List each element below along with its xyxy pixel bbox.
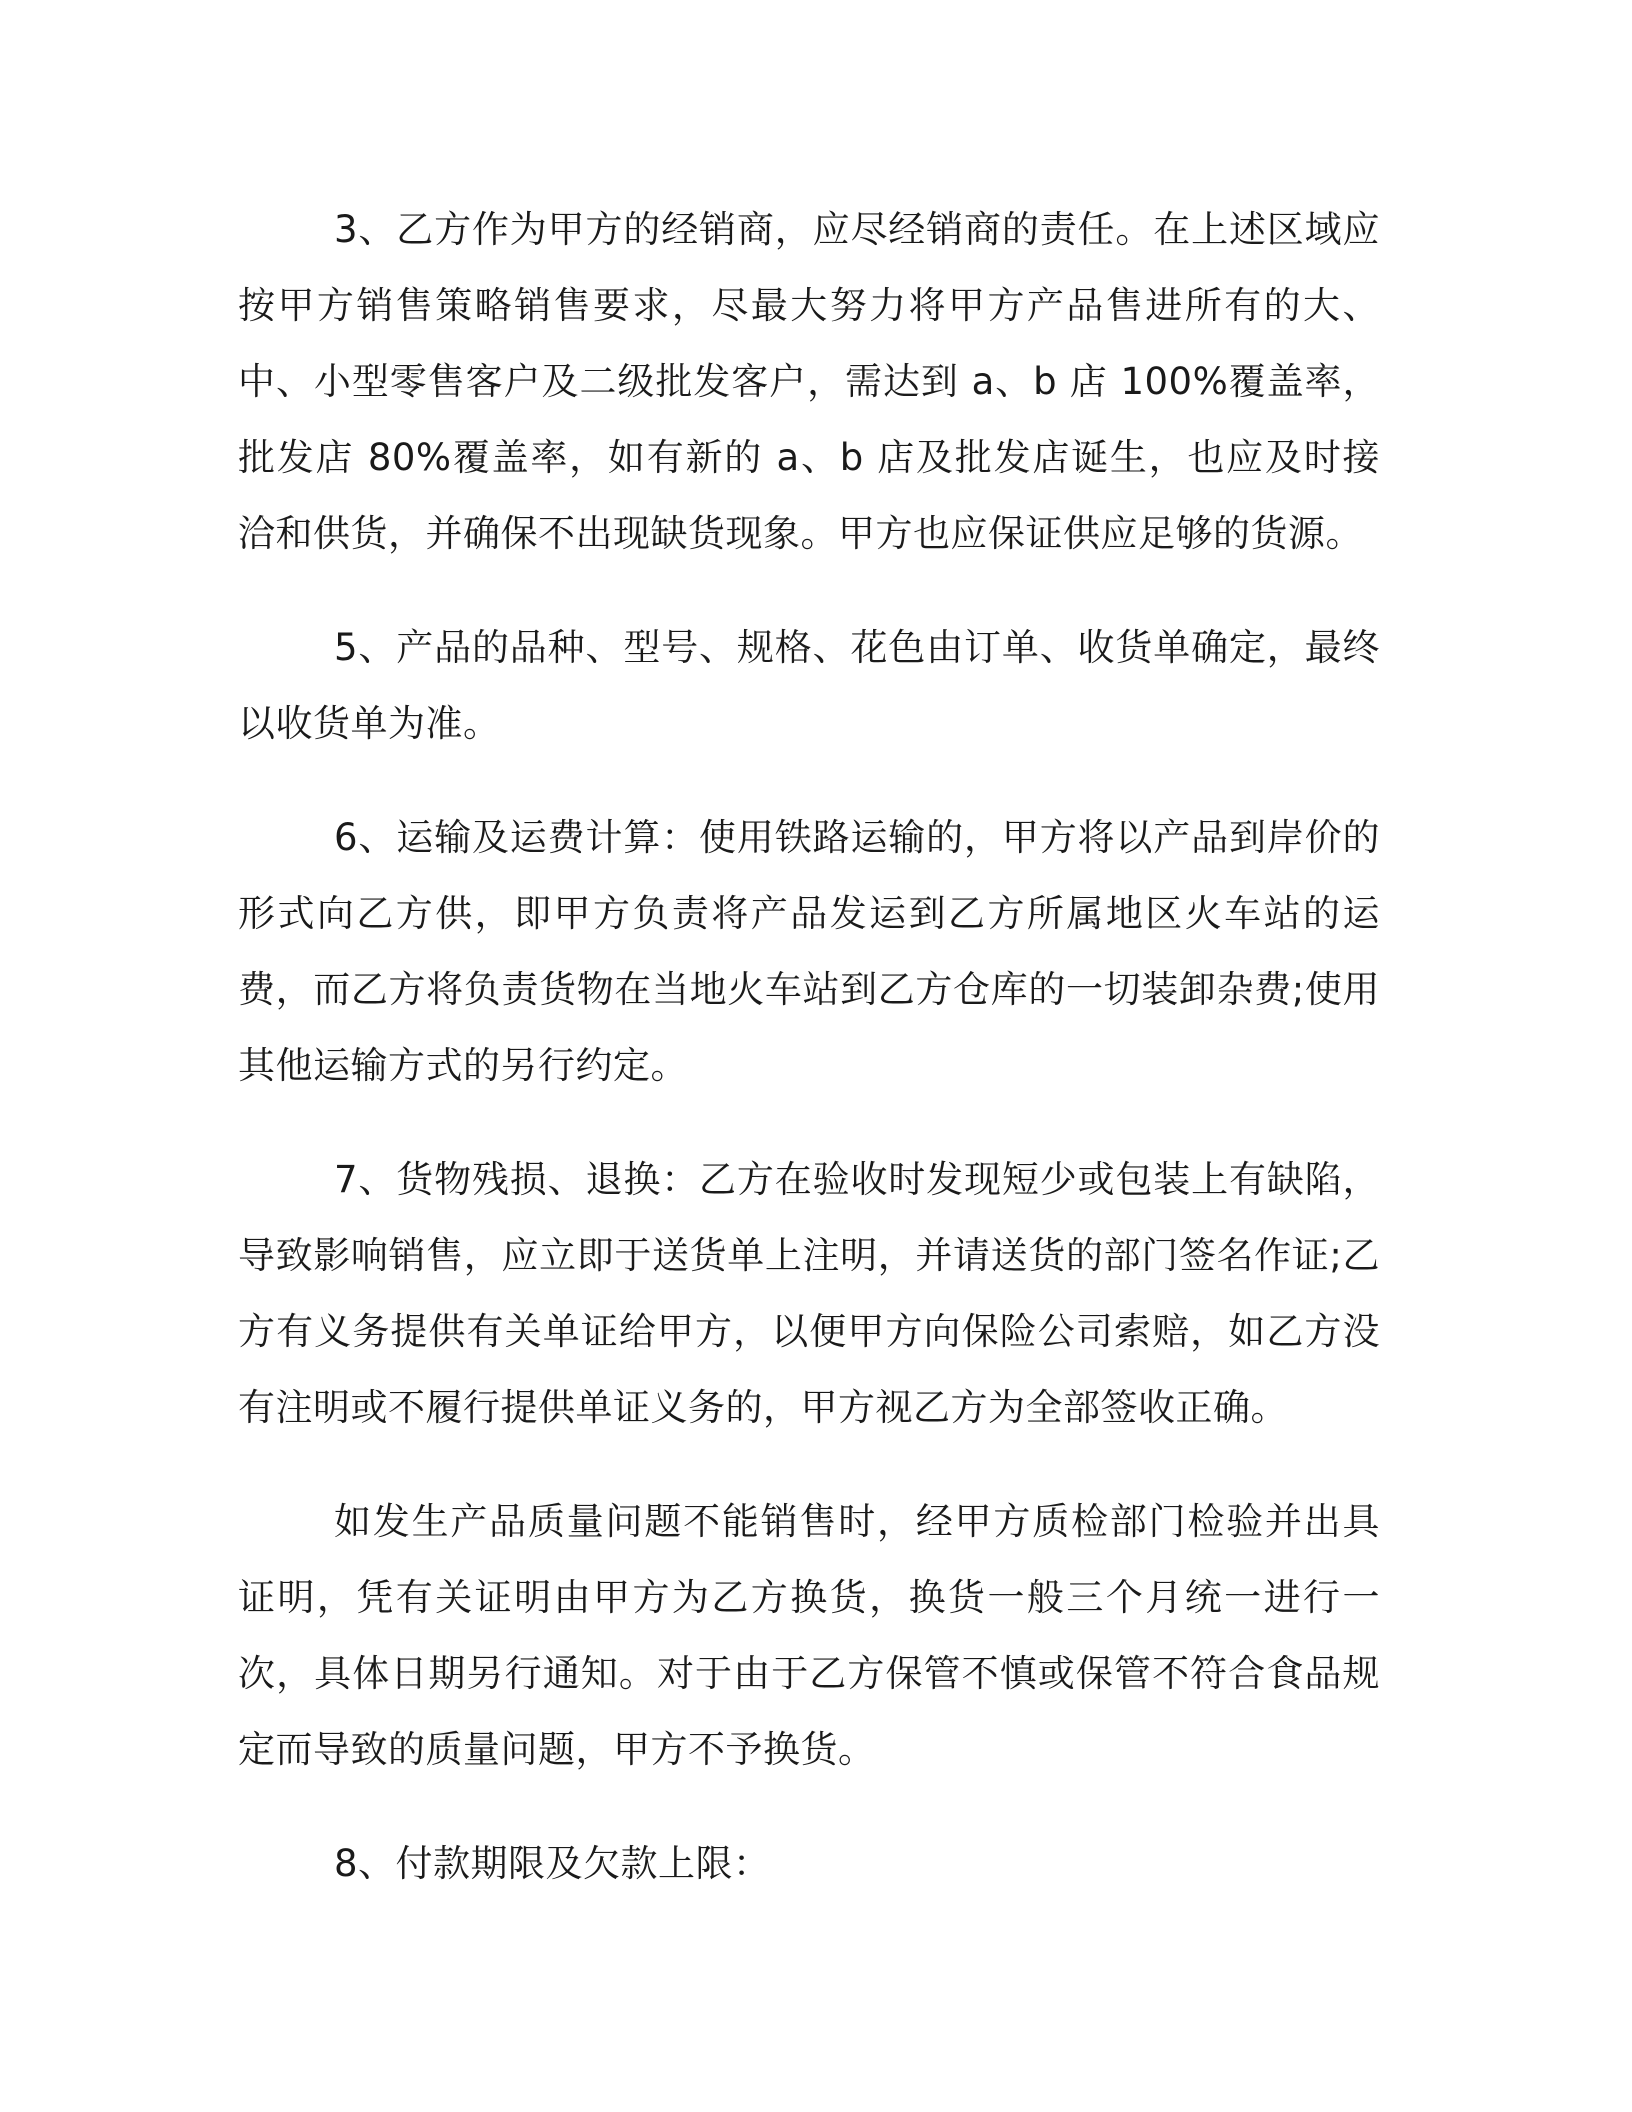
paragraph-clause-7: 7、货物残损、退换：乙方在验收时发现短少或包装上有缺陷，导致影响销售，应立即于送货单上注明，并请送货的部门签名作证;乙方有义务提供有关单证给甲方，以便甲方向保险公司索赔，如乙方没有注明或不履行提供单证义务的，甲方视乙方为全部签收正确。 bbox=[238, 1158, 1380, 1429]
paragraph-quality-exchange: 如发生产品质量问题不能销售时，经甲方质检部门检验并出具证明，凭有关证明由甲方为乙方换货，换货一般三个月统一进行一次，具体日期另行通知。对于由于乙方保管不慎或保管不符合食品规定而导致的质量问题，甲方不予换货。 bbox=[238, 1500, 1380, 1771]
paragraph-clause-5: 5、产品的品种、型号、规格、花色由订单、收货单确定，最终以收货单为准。 bbox=[238, 626, 1380, 745]
paragraph-clause-3: 3、乙方作为甲方的经销商，应尽经销商的责任。在上述区域应按甲方销售策略销售要求，尽最大努力将甲方产品售进所有的大、中、小型零售客户及二级批发客户，需达到 a、b 店 100%覆盖率，批发店 80%覆盖率，如有新的 a、b 店及批发店诞生，也应及时接洽和供货，并确保不出现缺货现象。甲方也应保证供应足够的货源。 bbox=[238, 208, 1380, 555]
paragraph-clause-8: 8、付款期限及欠款上限： bbox=[334, 1842, 771, 1885]
paragraph-clause-6: 6、运输及运费计算：使用铁路运输的，甲方将以产品到岸价的形式向乙方供，即甲方负责将产品发运到乙方所属地区火车站的运费，而乙方将负责货物在当地火车站到乙方仓库的一切装卸杂费;使用其他运输方式的另行约定。 bbox=[238, 816, 1380, 1087]
document-body bbox=[238, 192, 1380, 1940]
